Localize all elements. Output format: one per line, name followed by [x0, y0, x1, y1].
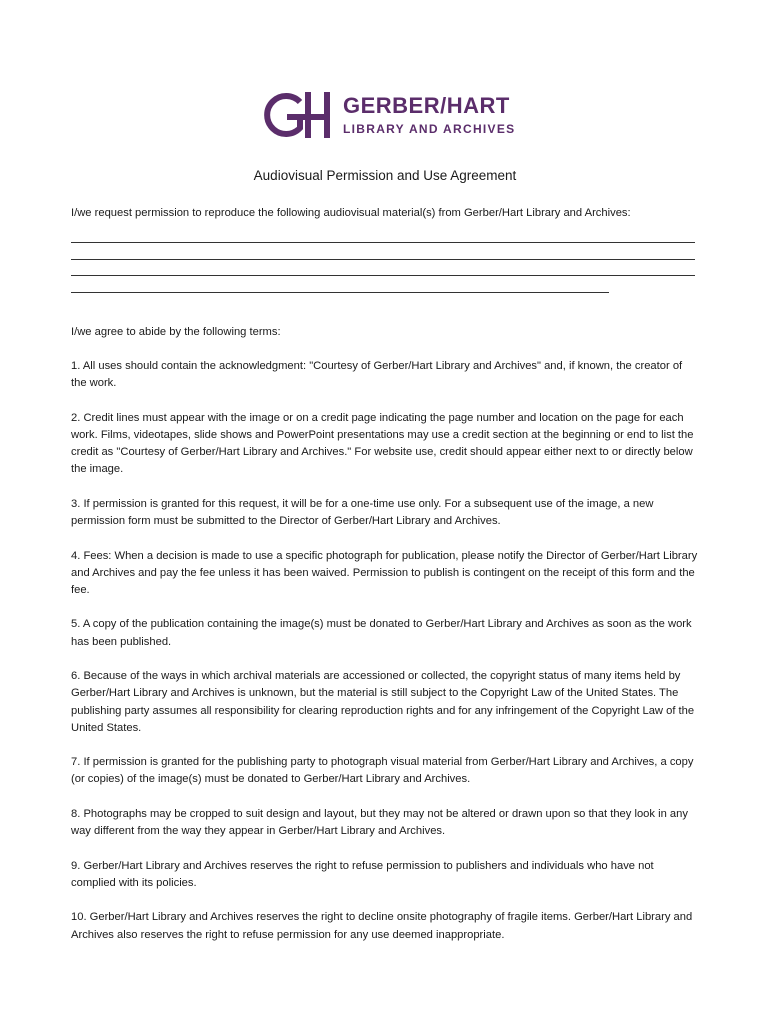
- term-1: 1. All uses should contain the acknowledgment: "Courtesy of Gerber/Hart Library and Archives" and, if known, the creator of the work.: [71, 360, 683, 390]
- material-fill-in-lines: [71, 242, 695, 308]
- fill-in-line: [71, 242, 695, 244]
- term-7: 7. If permission is granted for the publishing party to photograph visual material from Gerber/Hart Library and Archives, a copy (or copies) of the image(s) must be donated to Gerber/Hart Library and Archives.: [71, 756, 694, 786]
- document-title: Audiovisual Permission and Use Agreement: [253, 168, 517, 183]
- logo-subtitle: LIBRARY AND ARCHIVES: [343, 122, 516, 136]
- logo-name: GERBER/HART: [343, 93, 510, 118]
- gerber-hart-logo: [263, 90, 516, 140]
- fill-in-line: [71, 275, 695, 277]
- term-8: 8. Photographs may be cropped to suit design and layout, but they may not be altered or drawn upon so that they look in any way different from the way they appear in Gerber/Hart Library and Archives.: [71, 807, 688, 838]
- fill-in-line: [71, 259, 695, 261]
- agree-statement: I/we agree to abide by the following terms:: [71, 326, 281, 338]
- fill-in-line: [71, 292, 609, 294]
- term-2: 2. Credit lines must appear with the image or on a credit page indicating the page number and location on the page for each work. Films, videotapes, slide shows and PowerPoint presentations may use a credit section at the beginning or end to list the credit as "Courtesy of Gerber/Hart Library and Archives." For website use, credit should appear either next to or directly below the image.: [71, 411, 694, 476]
- term-3: 3. If permission is granted for this request, it will be for a one-time use only. For a subsequent use of the image, a new permission form must be submitted to the Director of Gerber/Hart Library and Archives.: [71, 497, 654, 528]
- term-4: 4. Fees: When a decision is made to use a specific photograph for publication, please notify the Director of Gerber/Hart Library and Archives and pay the fee unless it has been waived. Permission to publish is contingent on the receipt of this form and the fee.: [71, 549, 698, 596]
- term-9: 9. Gerber/Hart Library and Archives reserves the right to refuse permission to publishers and individuals who have not complied with its policies.: [71, 859, 654, 889]
- gh-monogram-icon: [263, 90, 333, 140]
- terms-list: [71, 358, 699, 961]
- term-5: 5. A copy of the publication containing the image(s) must be donated to Gerber/Hart Library and Archives as soon as the work has been published.: [71, 618, 692, 648]
- term-6: 6. Because of the ways in which archival materials are accessioned or collected, the copyright status of many items held by Gerber/Hart Library and Archives is unknown, but the material is still subject to the Copyright Law of the United States. The publishing party assumes all responsibility for clearing reproduction rights and for any infringement of the Copyright Law of the United States.: [71, 670, 695, 734]
- request-intro: I/we request permission to reproduce the following audiovisual material(s) from Gerber/Hart Library and Archives:: [71, 207, 631, 219]
- term-10: 10. Gerber/Hart Library and Archives reserves the right to decline onsite photography of fragile items. Gerber/Hart Library and Archives also reserves the right to refuse permission for any use deemed inappropriate.: [71, 911, 693, 941]
